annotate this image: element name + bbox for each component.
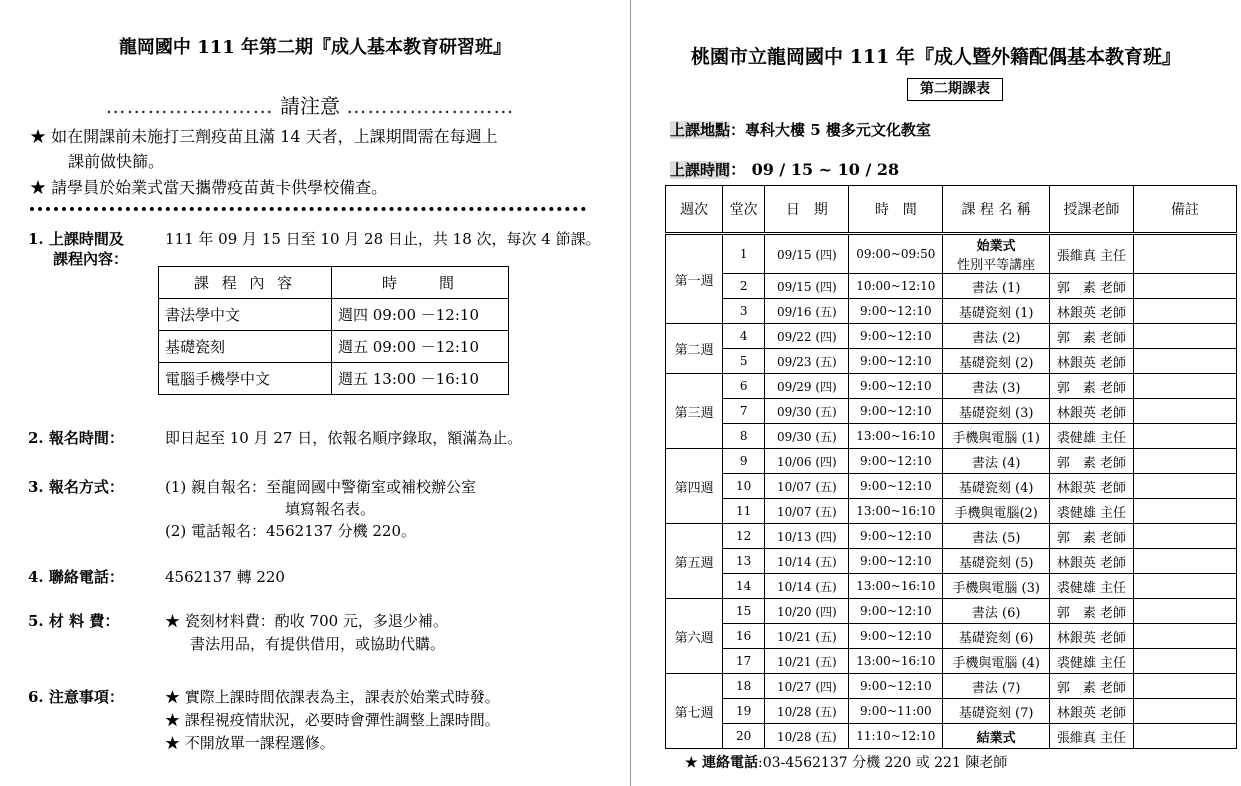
session-time: 9:00~12:10 bbox=[849, 349, 943, 374]
course-name: 書法學中文 bbox=[159, 299, 332, 331]
course-title: 書法 (3) bbox=[971, 380, 1021, 396]
session-number: 4 bbox=[723, 324, 765, 349]
header-time: 時 間 bbox=[849, 186, 943, 234]
session-course bbox=[943, 349, 1050, 374]
schedule-row bbox=[666, 624, 1237, 649]
session-number: 15 bbox=[723, 599, 765, 624]
session-course bbox=[943, 424, 1050, 449]
session-date: 09/22 (四) bbox=[765, 324, 849, 349]
section3-line3: (2) 電話報名：4562137 分機 220。 bbox=[165, 522, 416, 540]
course-title: 始業式 bbox=[976, 239, 1016, 254]
page-divider bbox=[630, 0, 631, 786]
session-time: 9:00~12:10 bbox=[849, 449, 943, 474]
session-number: 6 bbox=[723, 374, 765, 399]
notice-heading bbox=[30, 90, 590, 119]
session-time: 13:00~16:10 bbox=[849, 574, 943, 599]
course-title: 書法 (5) bbox=[971, 530, 1021, 546]
session-time: 13:00~16:10 bbox=[849, 649, 943, 674]
schedule-row bbox=[666, 474, 1237, 499]
session-note bbox=[1133, 299, 1236, 324]
course-title: 基礎瓷刻 (6) bbox=[958, 630, 1034, 646]
course-row bbox=[159, 331, 509, 363]
section3-line2: 填寫報名表。 bbox=[285, 500, 376, 518]
course-title: 書法 (1) bbox=[971, 280, 1021, 296]
section6-label: 6. 注意事項： bbox=[28, 688, 124, 706]
schedule-row bbox=[666, 574, 1237, 599]
schedule-row bbox=[666, 349, 1237, 374]
session-date: 10/21 (五) bbox=[765, 624, 849, 649]
session-note bbox=[1133, 599, 1236, 624]
session-time: 11:10~12:10 bbox=[849, 724, 943, 749]
session-teacher: 張維真 主任 bbox=[1050, 724, 1134, 749]
period-line bbox=[670, 157, 899, 180]
week-label: 第七週 bbox=[666, 674, 723, 749]
section6-line1: ★ 實際上課時間依課表為主，課表於始業式時發。 bbox=[165, 688, 500, 706]
session-course bbox=[943, 549, 1050, 574]
session-course bbox=[943, 599, 1050, 624]
session-time: 9:00~12:10 bbox=[849, 324, 943, 349]
session-time: 9:00~12:10 bbox=[849, 374, 943, 399]
session-course bbox=[943, 624, 1050, 649]
session-date: 10/07 (五) bbox=[765, 474, 849, 499]
course-row bbox=[159, 363, 509, 395]
section5-line1: ★ 瓷刻材料費：酌收 700 元，多退少補。 bbox=[165, 612, 448, 630]
session-number: 1 bbox=[723, 234, 765, 274]
session-note bbox=[1133, 424, 1236, 449]
session-teacher: 郭 素 老師 bbox=[1050, 449, 1134, 474]
session-number: 11 bbox=[723, 499, 765, 524]
section1-label-2: 課程內容： bbox=[53, 250, 129, 268]
notice-dots-right: …………………… bbox=[346, 94, 515, 118]
section3-label: 3. 報名方式： bbox=[28, 478, 124, 496]
session-number: 19 bbox=[723, 699, 765, 724]
session-date: 10/14 (五) bbox=[765, 574, 849, 599]
term-label: 第二期課表 bbox=[907, 78, 1003, 101]
session-course bbox=[943, 274, 1050, 299]
week-label: 第五週 bbox=[666, 524, 723, 599]
session-teacher: 林銀英 老師 bbox=[1050, 399, 1134, 424]
session-course bbox=[943, 324, 1050, 349]
course-name: 電腦手機學中文 bbox=[159, 363, 332, 395]
session-teacher: 郭 素 老師 bbox=[1050, 374, 1134, 399]
session-date: 09/23 (五) bbox=[765, 349, 849, 374]
header-course: 課 程 名 稱 bbox=[943, 186, 1050, 234]
period-value: ： 09 / 15 ~ 10 / 28 bbox=[730, 160, 900, 179]
schedule-row bbox=[666, 324, 1237, 349]
footer-contact bbox=[685, 752, 1007, 772]
schedule-header-row bbox=[666, 186, 1237, 234]
session-number: 18 bbox=[723, 674, 765, 699]
period-label: 上課時間 bbox=[670, 161, 731, 179]
session-teacher: 林銀英 老師 bbox=[1050, 299, 1134, 324]
header-session: 堂次 bbox=[723, 186, 765, 234]
schedule-row bbox=[666, 524, 1237, 549]
course-title: 書法 (6) bbox=[971, 605, 1021, 621]
session-note bbox=[1133, 449, 1236, 474]
session-date: 10/28 (五) bbox=[765, 699, 849, 724]
course-title: 手機與電腦 (3) bbox=[952, 580, 1040, 596]
header-teacher: 授課老師 bbox=[1050, 186, 1134, 234]
session-teacher: 郭 素 老師 bbox=[1050, 674, 1134, 699]
session-date: 10/28 (五) bbox=[765, 724, 849, 749]
session-note bbox=[1133, 474, 1236, 499]
session-number: 16 bbox=[723, 624, 765, 649]
section2-text: 即日起至 10 月 27 日，依報名順序錄取，額滿為止。 bbox=[165, 429, 523, 447]
week-label: 第二週 bbox=[666, 324, 723, 374]
course-time: 週五 09:00 －12:10 bbox=[332, 331, 509, 363]
session-number: 5 bbox=[723, 349, 765, 374]
session-date: 09/30 (五) bbox=[765, 399, 849, 424]
session-date: 10/14 (五) bbox=[765, 549, 849, 574]
session-note bbox=[1133, 234, 1236, 274]
session-note bbox=[1133, 724, 1236, 749]
section5-line2: 書法用品，有提供借用，或協助代購。 bbox=[190, 635, 446, 653]
session-teacher: 郭 素 老師 bbox=[1050, 524, 1134, 549]
session-number: 13 bbox=[723, 549, 765, 574]
course-table-header bbox=[159, 267, 509, 299]
course-title: 基礎瓷刻 (3) bbox=[958, 405, 1034, 421]
session-note bbox=[1133, 524, 1236, 549]
right-page-title: 桃園市立龍岡國中 111 年『成人暨外籍配偶基本教育班』 bbox=[691, 46, 1181, 68]
course-title: 基礎瓷刻 (2) bbox=[958, 355, 1034, 371]
session-teacher: 林銀英 老師 bbox=[1050, 349, 1134, 374]
session-date: 09/29 (四) bbox=[765, 374, 849, 399]
schedule-row bbox=[666, 449, 1237, 474]
session-course bbox=[943, 649, 1050, 674]
schedule-row bbox=[666, 424, 1237, 449]
session-teacher: 裘健雄 主任 bbox=[1050, 499, 1134, 524]
session-teacher: 張維真 主任 bbox=[1050, 234, 1134, 274]
session-teacher: 林銀英 老師 bbox=[1050, 549, 1134, 574]
session-course bbox=[943, 724, 1050, 749]
course-header-time: 時 間 bbox=[332, 267, 509, 299]
session-note bbox=[1133, 624, 1236, 649]
session-teacher: 郭 素 老師 bbox=[1050, 274, 1134, 299]
session-number: 17 bbox=[723, 649, 765, 674]
session-date: 09/15 (四) bbox=[765, 234, 849, 274]
session-time: 9:00~12:10 bbox=[849, 624, 943, 649]
section5-label: 5. 材 料 費： bbox=[28, 612, 120, 630]
schedule-row bbox=[666, 549, 1237, 574]
header-date: 日 期 bbox=[765, 186, 849, 234]
session-note bbox=[1133, 399, 1236, 424]
course-title: 基礎瓷刻 (5) bbox=[958, 555, 1034, 571]
course-title: 結業式 bbox=[976, 730, 1016, 746]
session-number: 12 bbox=[723, 524, 765, 549]
schedule-row bbox=[666, 674, 1237, 699]
session-note bbox=[1133, 649, 1236, 674]
session-course bbox=[943, 699, 1050, 724]
session-course bbox=[943, 449, 1050, 474]
location-label: 上課地點 bbox=[670, 121, 731, 139]
session-teacher: 林銀英 老師 bbox=[1050, 624, 1134, 649]
notice-item-2: ★ 請學員於始業式當天攜帶疫苗黃卡供學校備查。 bbox=[30, 178, 388, 197]
session-teacher: 林銀英 老師 bbox=[1050, 474, 1134, 499]
schedule-row bbox=[666, 234, 1237, 274]
week-label: 第三週 bbox=[666, 374, 723, 449]
session-note bbox=[1133, 549, 1236, 574]
course-subtitle: 性別平等講座 bbox=[957, 258, 1036, 273]
schedule-table bbox=[665, 185, 1237, 749]
session-time: 9:00~12:10 bbox=[849, 399, 943, 424]
notice-title: 請注意 bbox=[280, 94, 340, 118]
session-teacher: 林銀英 老師 bbox=[1050, 699, 1134, 724]
session-course bbox=[943, 474, 1050, 499]
location-value: ：專科大樓 5 樓多元文化教室 bbox=[730, 121, 931, 139]
section1-label-1: 1. 上課時間及 bbox=[28, 230, 124, 248]
schedule-row bbox=[666, 724, 1237, 749]
section6-line3: ★ 不開放單一課程選修。 bbox=[165, 734, 335, 752]
course-title: 手機與電腦 (4) bbox=[952, 655, 1040, 671]
session-number: 3 bbox=[723, 299, 765, 324]
schedule-row bbox=[666, 274, 1237, 299]
session-note bbox=[1133, 674, 1236, 699]
session-date: 10/13 (四) bbox=[765, 524, 849, 549]
session-date: 09/15 (四) bbox=[765, 274, 849, 299]
course-title: 書法 (7) bbox=[971, 680, 1021, 696]
footer-star: ★ bbox=[685, 755, 698, 771]
session-note bbox=[1133, 274, 1236, 299]
session-course bbox=[943, 524, 1050, 549]
section4-text: 4562137 轉 220 bbox=[165, 568, 285, 586]
session-time: 13:00~16:10 bbox=[849, 424, 943, 449]
session-course bbox=[943, 674, 1050, 699]
dotted-divider bbox=[30, 207, 586, 211]
course-header-content: 課 程 內 容 bbox=[159, 267, 332, 299]
session-note bbox=[1133, 324, 1236, 349]
week-label: 第六週 bbox=[666, 599, 723, 674]
session-number: 20 bbox=[723, 724, 765, 749]
schedule-row bbox=[666, 499, 1237, 524]
schedule-row bbox=[666, 699, 1237, 724]
session-number: 2 bbox=[723, 274, 765, 299]
schedule-row bbox=[666, 399, 1237, 424]
footer-label: 連絡電話 bbox=[702, 755, 759, 771]
course-title: 書法 (2) bbox=[971, 330, 1021, 346]
notice-item-1-cont: 課前做快篩。 bbox=[68, 152, 165, 171]
session-note bbox=[1133, 699, 1236, 724]
session-note bbox=[1133, 574, 1236, 599]
course-title: 手機與電腦(2) bbox=[954, 505, 1038, 521]
notice-item-1: ★ 如在開課前未施打三劑疫苗且滿 14 天者，上課期間需在每週上 bbox=[30, 127, 498, 146]
schedule-body bbox=[666, 234, 1237, 749]
session-number: 8 bbox=[723, 424, 765, 449]
session-course bbox=[943, 374, 1050, 399]
course-title: 基礎瓷刻 (1) bbox=[958, 305, 1034, 321]
session-date: 09/30 (五) bbox=[765, 424, 849, 449]
session-time: 9:00~12:10 bbox=[849, 299, 943, 324]
session-teacher: 郭 素 老師 bbox=[1050, 599, 1134, 624]
left-page-title: 龍岡國中 111 年第二期『成人基本教育研習班』 bbox=[118, 37, 512, 58]
session-note bbox=[1133, 374, 1236, 399]
session-time: 09:00~09:50 bbox=[849, 234, 943, 274]
schedule-row bbox=[666, 299, 1237, 324]
session-course bbox=[943, 574, 1050, 599]
week-label: 第一週 bbox=[666, 234, 723, 324]
session-course bbox=[943, 399, 1050, 424]
section1-text: 111 年 09 月 15 日至 10 月 28 日止，共 18 次，每次 4 節課。 bbox=[165, 230, 601, 248]
section2-label: 2. 報名時間： bbox=[28, 429, 124, 447]
session-number: 10 bbox=[723, 474, 765, 499]
session-note bbox=[1133, 499, 1236, 524]
session-note bbox=[1133, 349, 1236, 374]
course-title: 基礎瓷刻 (7) bbox=[958, 705, 1034, 721]
session-teacher: 郭 素 老師 bbox=[1050, 324, 1134, 349]
session-date: 10/27 (四) bbox=[765, 674, 849, 699]
session-time: 9:00~12:10 bbox=[849, 599, 943, 624]
course-title: 手機與電腦 (1) bbox=[952, 430, 1040, 446]
session-number: 9 bbox=[723, 449, 765, 474]
session-number: 14 bbox=[723, 574, 765, 599]
course-time: 週四 09:00 －12:10 bbox=[332, 299, 509, 331]
section6-line2: ★ 課程視疫情狀況，必要時會彈性調整上課時間。 bbox=[165, 711, 500, 729]
course-table bbox=[158, 266, 509, 395]
footer-value: :03-4562137 分機 220 或 221 陳老師 bbox=[758, 755, 1008, 771]
session-time: 13:00~16:10 bbox=[849, 499, 943, 524]
session-course bbox=[943, 299, 1050, 324]
header-note: 備註 bbox=[1133, 186, 1236, 234]
notice-dots-left: …………………… bbox=[105, 94, 274, 118]
session-course bbox=[943, 234, 1050, 274]
session-time: 10:00~12:10 bbox=[849, 274, 943, 299]
week-label: 第四週 bbox=[666, 449, 723, 524]
session-date: 10/21 (五) bbox=[765, 649, 849, 674]
session-time: 9:00~12:10 bbox=[849, 549, 943, 574]
session-date: 10/07 (五) bbox=[765, 499, 849, 524]
course-row bbox=[159, 299, 509, 331]
session-date: 09/16 (五) bbox=[765, 299, 849, 324]
session-time: 9:00~12:10 bbox=[849, 674, 943, 699]
schedule-row bbox=[666, 599, 1237, 624]
schedule-row bbox=[666, 649, 1237, 674]
course-title: 書法 (4) bbox=[971, 455, 1021, 471]
section4-label: 4. 聯絡電話： bbox=[28, 568, 124, 586]
session-time: 9:00~11:00 bbox=[849, 699, 943, 724]
schedule-row bbox=[666, 374, 1237, 399]
section3-line1: (1) 親自報名：至龍岡國中警衛室或補校辦公室 bbox=[165, 478, 477, 496]
session-teacher: 裘健雄 主任 bbox=[1050, 574, 1134, 599]
course-time: 週五 13:00 －16:10 bbox=[332, 363, 509, 395]
session-teacher: 裘健雄 主任 bbox=[1050, 649, 1134, 674]
location-line bbox=[670, 119, 931, 140]
session-time: 9:00~12:10 bbox=[849, 524, 943, 549]
session-time: 9:00~12:10 bbox=[849, 474, 943, 499]
session-number: 7 bbox=[723, 399, 765, 424]
session-course bbox=[943, 499, 1050, 524]
session-date: 10/06 (四) bbox=[765, 449, 849, 474]
session-date: 10/20 (四) bbox=[765, 599, 849, 624]
session-teacher: 裘健雄 主任 bbox=[1050, 424, 1134, 449]
course-name: 基礎瓷刻 bbox=[159, 331, 332, 363]
header-week: 週次 bbox=[666, 186, 723, 234]
course-title: 基礎瓷刻 (4) bbox=[958, 480, 1034, 496]
